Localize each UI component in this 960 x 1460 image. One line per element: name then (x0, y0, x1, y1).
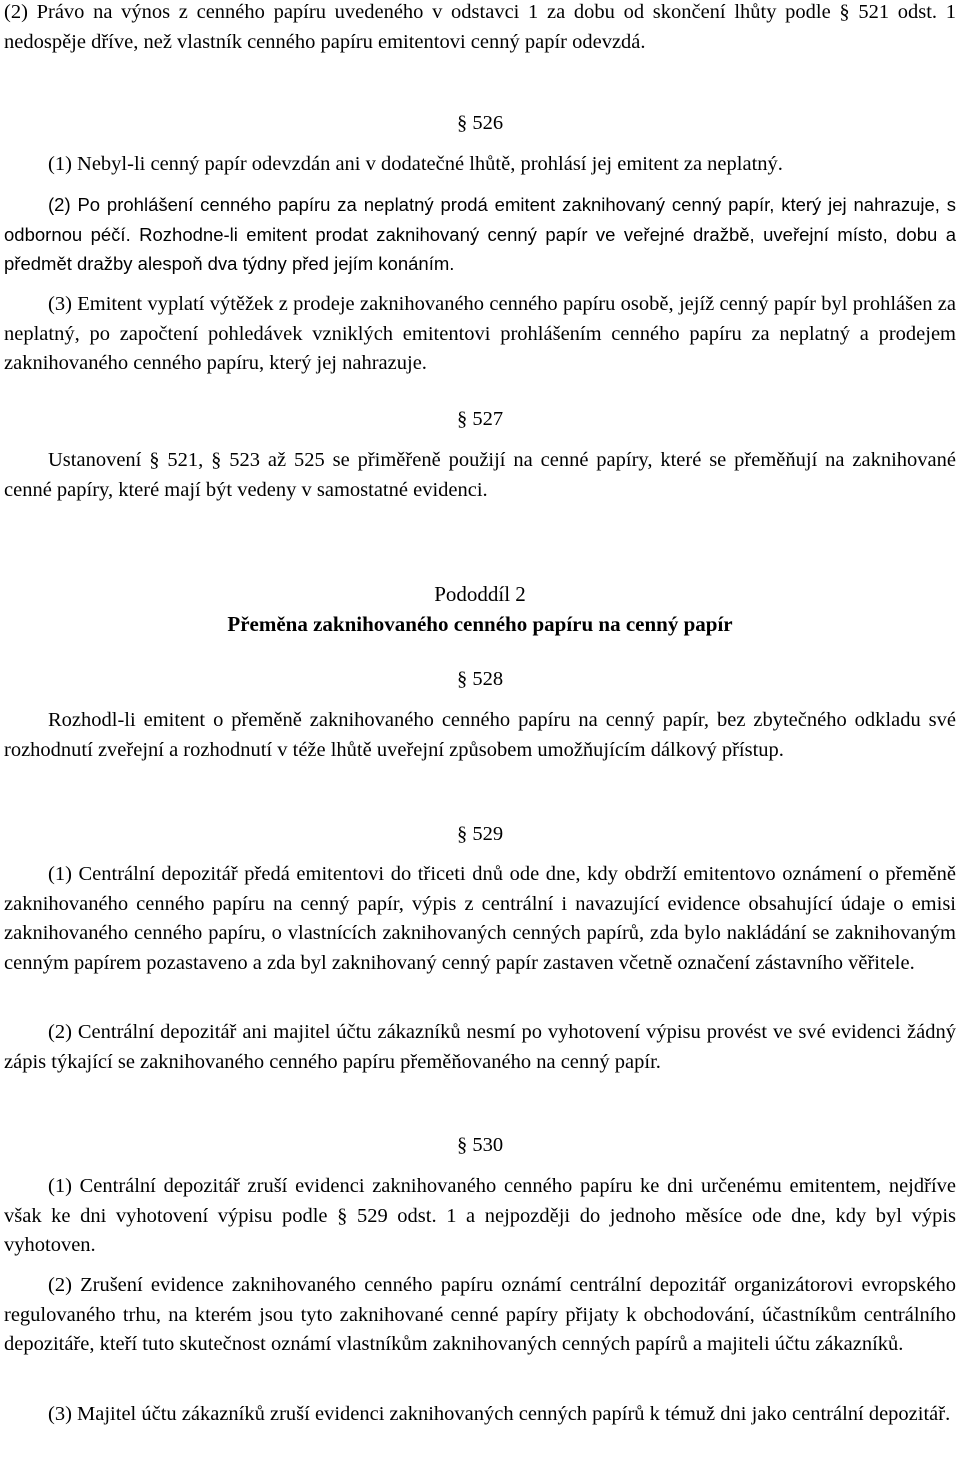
subdivision-label: Pododdíl 2 (434, 582, 526, 606)
paragraph-text: Rozhodl-li emitent o přeměně zaknihovaného cenného papíru na cenný papír, bez zbytečného odkladu své rozhodnutí zveřejní a rozhodnutí v téže lhůtě uveřejní způsobem umožňujícím dálkový přístup. (4, 709, 956, 761)
section-heading-528: § 528 (456, 668, 504, 690)
paragraph-529-2 (4, 1018, 956, 1077)
paragraph-527-1 (4, 446, 956, 505)
paragraph-530-3 (4, 1400, 956, 1430)
paragraph-text: (2) Právo na výnos z cenného papíru uvedeného v odstavci 1 za dobu od skončení lhůty podle § 521 odst. 1 nedospěje dříve, než vlastník cenného papíru emitentovi cenný papír odevzdá. (4, 1, 956, 53)
paragraph-text: (1) Centrální depozitář předá emitentovi do třiceti dnů ode dne, kdy obdrží emitentovo oznámení o přeměně zaknihovaného cenného papíru na cenný papír, výpis z centrální i navazující evidence obsahující údaje o emisi zaknihovaného cenného papíru, o vlastnících zaknihovaných cenných papírů, zda bylo nakládání se zaknihovaným cenným papírem pozastaveno a zda byl zaknihovaný cenný papír zastaven včetně označení zástavního věřitele. (4, 863, 956, 974)
paragraph-text: (2) Centrální depozitář ani majitel účtu zákazníků nesmí po vyhotovení výpisu provést ve své evidenci žádný zápis týkající se zaknihovaného cenného papíru přeměňovaného na cenný papír. (4, 1021, 956, 1073)
paragraph-528-1 (4, 706, 956, 765)
paragraph-530-1 (4, 1172, 956, 1261)
paragraph-text: Ustanovení § 521, § 523 až 525 se přiměřeně použijí na cenné papíry, které se přeměňují na zaknihované cenné papíry, které mají být vedeny v samostatné evidenci. (4, 449, 956, 501)
paragraph-text: (3) Emitent vyplatí výtěžek z prodeje zaknihovaného cenného papíru osobě, jejíž cenný papír byl prohlášen za neplatný, po započtení pohledávek vzniklých emitentovi prohlášením cenného papíru za neplatný a prodejem zaknihovaného cenného papíru, který jej nahrazuje. (4, 293, 956, 374)
paragraph-text: (2) Po prohlášení cenného papíru za neplatný prodá emitent zaknihovaný cenný papír, který jej nahrazuje, s odbornou péčí. Rozhodne-li emitent prodat zaknihovaný cenný papír ve veřejné dražbě, uveřejní místo, dobu a předmět dražby alespoň dva týdny před jejím konáním. (4, 194, 957, 274)
paragraph-526-3 (4, 290, 956, 379)
section-heading-529: § 529 (456, 823, 504, 845)
section-heading-527: § 527 (456, 408, 504, 430)
section-heading-526: § 526 (456, 112, 504, 134)
paragraph-intro-2 (4, 0, 956, 57)
paragraph-text: (1) Nebyl-li cenný papír odevzdán ani v dodatečné lhůtě, prohlásí jej emitent za neplatný. (48, 153, 783, 175)
subdivision-title: Přeměna zaknihovaného cenného papíru na cenný papír (227, 612, 733, 636)
paragraph-529-1 (4, 860, 956, 978)
paragraph-text: (1) Centrální depozitář zruší evidenci zaknihovaného cenného papíru ke dni určenému emitentem, nejdříve však ke dni vyhotovení výpisu podle § 529 odst. 1 a nejpozději do jednoho měsíce ode dne, kdy byl výpis vyhotoven. (4, 1175, 956, 1256)
paragraph-text: (3) Majitel účtu zákazníků zruší evidenci zaknihovaných cenných papírů k témuž dni jako centrální depozitář. (48, 1403, 951, 1425)
paragraph-526-2 (4, 190, 956, 279)
paragraph-text: (2) Zrušení evidence zaknihovaného cenného papíru oznámí centrální depozitář organizátorovi evropského regulovaného trhu, na kterém jsou tyto zaknihované cenné papíry přijaty k obchodování, účastníkům centrálního depozitáře, kteří tuto skutečnost oznámí vlastníkům zaknihovaných cenných papírů a majiteli účtu zákazníků. (4, 1274, 956, 1355)
paragraph-526-1 (4, 150, 956, 180)
paragraph-530-2 (4, 1271, 956, 1360)
section-heading-530: § 530 (456, 1134, 504, 1156)
